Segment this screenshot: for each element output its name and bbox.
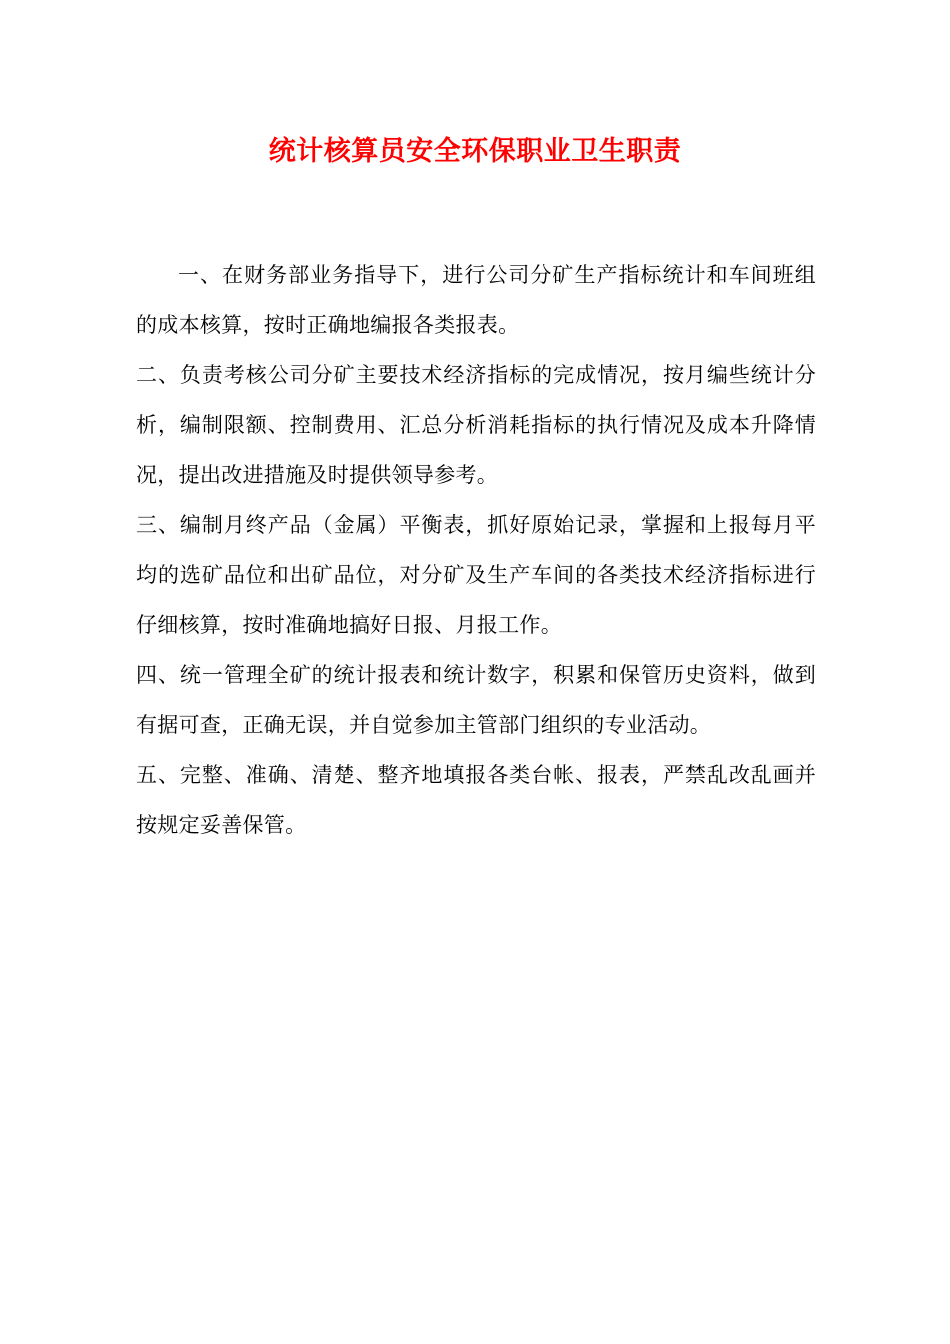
duty-paragraph-2: 二、负责考核公司分矿主要技术经济指标的完成情况，按月编些统计分析，编制限额、控制费用、汇总分析消耗指标的执行情况及成本升降情况，提出改进措施及时提供领导参考。	[136, 363, 816, 487]
duty-paragraph-1: 一、在财务部业务指导下，进行公司分矿生产指标统计和车间班组的成本核算，按时正确地编报各类报表。	[136, 263, 816, 337]
document-body	[136, 250, 816, 850]
duty-paragraph-4: 四、统一管理全矿的统计报表和统计数字，积累和保管历史资料，做到有据可查，正确无误，并自觉参加主管部门组织的专业活动。	[136, 663, 816, 737]
duty-paragraph-3: 三、编制月终产品（金属）平衡表，抓好原始记录，掌握和上报每月平均的选矿品位和出矿品位，对分矿及生产车间的各类技术经济指标进行仔细核算，按时准确地搞好日报、月报工作。	[136, 513, 816, 637]
document-title: 统计核算员安全环保职业卫生职责	[268, 136, 682, 167]
duty-paragraph-5: 五、完整、准确、清楚、整齐地填报各类台帐、报表，严禁乱改乱画并按规定妥善保管。	[136, 763, 816, 837]
